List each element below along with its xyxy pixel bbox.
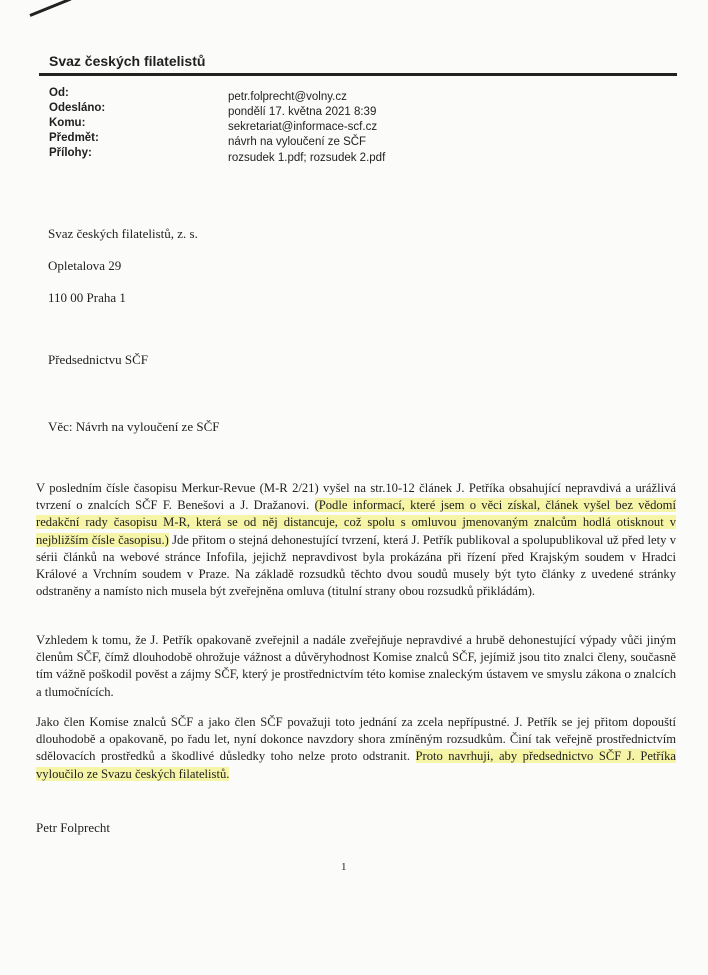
paragraph-1-text-a: V posledním čísle časopisu Merkur-Revue (M-R 2/21) vyšel na str.10-12 článek J. Petříka obsahující nepravdivá a urážlivá tvrzení o znalcích SČF F. Benešovi a J. Dražanovi.	[36, 481, 676, 513]
subject-line: Věc: Návrh na vyloučení ze SČF	[48, 419, 220, 434]
paragraph-1-text-b: Jde přitom o stejná dehonestující tvrzení, která J. Petřík publikoval a spolupublikoval už před lety v sérii článků na webové stránce Infofila, jejichž nepravdivost byla prokázána při řízení před Krajským soudem v Hradci Králové a Vrchním soudem v Praze. Na základě rozsudků těchto dvou soudů musely být tyto články z uvedené stránky odstraněny a namísto nich musela být zveřejněna omluva (titulní strany obou rozsudků přikládám).	[36, 532, 676, 599]
pen-mark	[29, 0, 71, 17]
subject-label: Předmět:	[49, 132, 99, 144]
page-number: 1	[341, 861, 347, 873]
to-value: sekretariat@informace-scf.cz	[228, 121, 378, 133]
signature: Petr Folprecht	[36, 820, 111, 835]
address-organization: Svaz českých filatelistů, z. s.	[48, 226, 198, 241]
body-paragraph-2: Vzhledem k tomu, že J. Petřík opakovaně zveřejnil a nadále zveřejňuje nepravdivé a hrubě dehonestující výpady vůči jiným členům SČF, čímž dlouhodobě ohrožuje vážnost a důvěryhodnost Komise znalců SČF, jejímiž jsou tito znalci členy, současně tím vážně poškodil pověst a zájmy SČF, který je prostřednictvím této komise znaleckým ústavem ve smyslu zákona o znalcích a tlumočnících.	[36, 633, 676, 699]
from-label: Od:	[49, 87, 69, 99]
organization-title: Svaz českých filatelistů	[49, 53, 206, 69]
highlighted-text-1: (Podle informací, které jsem o věci získal, článek vyšel bez vědomí redakční rady časopisu M-R, která se od něj distancuje, což spolu s omluvou jmenovaným znalcům hodlá otisknout v nejbližším čísle časopisu.)	[36, 498, 676, 547]
paragraph-3-text-a: Jako člen Komise znalců SČF a jako člen SČF považuji toto jednání za zcela nepřípustné. J. Petřík se jej přitom dopouští dlouhodobě a opakovaně, po řadu let, nyní dokonce navzdory shora zmíněným rozsudkům. Činí tak veřejně prostřednictvím sdělovacích prostředků a škodlivé důsledky toho nelze proto odstranit.	[36, 715, 676, 764]
to-label: Komu:	[49, 117, 86, 129]
highlighted-text-2: Proto navrhuji, aby předsednictvo SČF J. Petříka vyloučilo ze Svazu českých filatelistů.	[36, 749, 676, 781]
header-divider	[39, 73, 677, 76]
subject-value: návrh na vyloučení ze SČF	[228, 136, 367, 148]
sent-value: pondělí 17. května 2021 8:39	[228, 106, 377, 118]
attachments-value: rozsudek 1.pdf; rozsudek 2.pdf	[228, 152, 386, 164]
address-street: Opletalova 29	[48, 258, 122, 273]
recipient-line: Předsednictvu SČF	[48, 352, 149, 367]
attachments-label: Přílohy:	[49, 147, 92, 159]
address-city: 110 00 Praha 1	[48, 290, 126, 305]
body-paragraph-1	[36, 480, 676, 600]
sent-label: Odesláno:	[49, 102, 106, 114]
from-value: petr.folprecht@volny.cz	[228, 91, 347, 103]
body-paragraph-3	[36, 714, 676, 783]
